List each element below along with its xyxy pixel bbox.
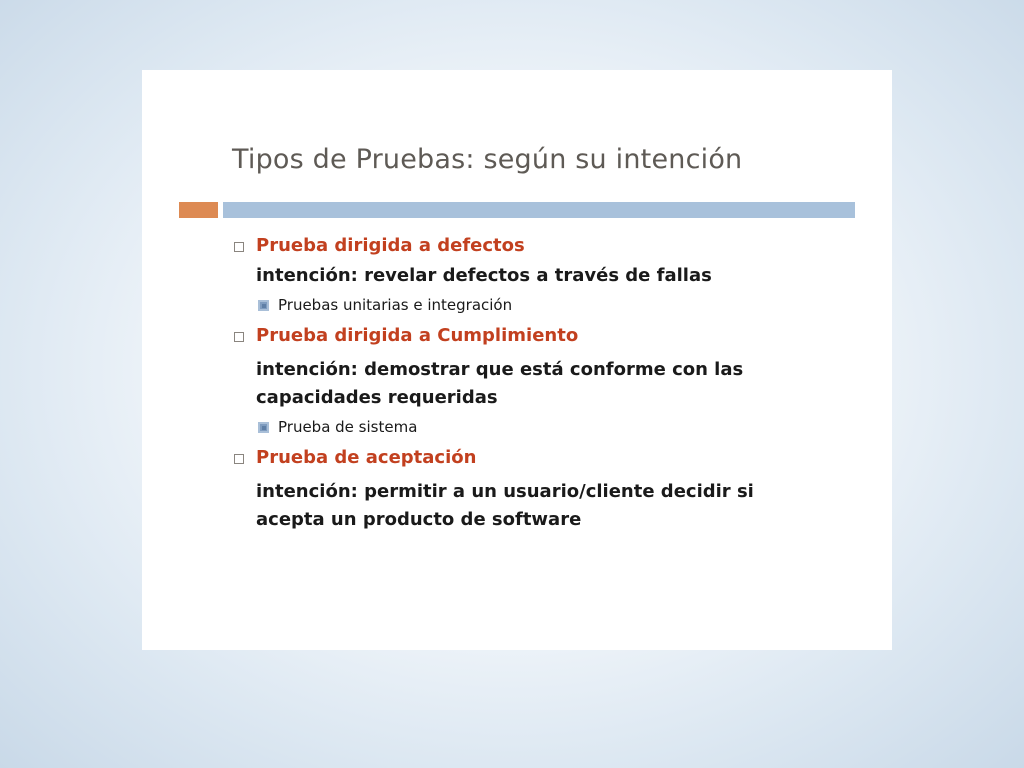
bullet-description: intención: permitir a un usuario/cliente decidir si acepta un producto de software xyxy=(256,481,754,530)
square-bullet-icon xyxy=(234,242,244,252)
square-bullet-icon xyxy=(234,454,244,464)
sub-bullet-text: Prueba de sistema xyxy=(278,418,418,436)
bullet-heading-text: Prueba dirigida a defectos xyxy=(256,235,525,256)
slide-title: Tipos de Pruebas: según su intención xyxy=(232,144,743,175)
bullet-description: intención: demostrar que está conforme con las capacidades requeridas xyxy=(256,359,744,408)
bullet-heading-acceptance xyxy=(234,444,854,472)
sub-bullet xyxy=(234,292,854,318)
bullet-heading-defects xyxy=(234,232,854,260)
slide-content xyxy=(234,232,854,534)
filled-square-bullet-icon xyxy=(258,300,269,311)
bullet-heading-text: Prueba de aceptación xyxy=(256,447,477,468)
title-accent-bar-orange xyxy=(179,202,218,218)
bullet-heading-compliance xyxy=(234,322,854,350)
square-bullet-icon xyxy=(234,332,244,342)
slide xyxy=(142,70,892,650)
sub-bullet xyxy=(234,414,854,440)
filled-square-bullet-icon xyxy=(258,422,269,433)
bullet-heading-text: Prueba dirigida a Cumplimiento xyxy=(256,325,579,346)
bullet-description: intención: revelar defectos a través de fallas xyxy=(256,265,712,286)
title-accent-bar-blue xyxy=(223,202,855,218)
sub-bullet-text: Pruebas unitarias e integración xyxy=(278,296,513,314)
